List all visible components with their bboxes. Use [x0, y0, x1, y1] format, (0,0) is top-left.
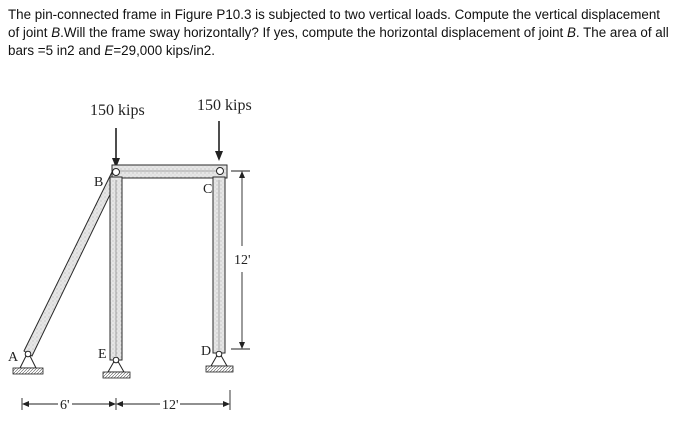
problem-text-part-1: The pin-connected frame in Figure P10.3 is subjected to two vertical loads. Compute the vertical displacement of joint — [8, 7, 661, 40]
support-e — [103, 357, 130, 378]
joint-label-a: A — [8, 350, 19, 365]
pin-c — [217, 168, 224, 175]
problem-text-part-3: . The area of all bars =5 in2 and — [8, 25, 669, 58]
problem-text-part-2: .Will the frame sway horizontally? If yes, compute the horizontal displacement of joint — [60, 25, 567, 40]
member-ab — [24, 172, 119, 356]
pin-b — [113, 169, 120, 176]
span-dimensions — [22, 390, 230, 410]
load-arrow-right — [215, 121, 223, 161]
joint-label-b: B — [94, 175, 104, 190]
height-dimension-label: 12' — [234, 253, 251, 268]
problem-text-part-4: =29,000 kips/in2. — [113, 43, 215, 58]
load-arrow-left — [112, 128, 120, 168]
span-dimension-right-label: 12' — [162, 398, 179, 413]
joint-b-ref: B — [51, 25, 61, 40]
load-label-left: 150 kips — [90, 102, 145, 119]
joint-label-c: C — [203, 182, 213, 197]
joint-label-d: D — [201, 344, 212, 359]
span-dimension-left-label: 6' — [60, 398, 70, 413]
load-label-right: 150 kips — [197, 97, 252, 114]
modulus-symbol: E — [104, 43, 114, 58]
joint-b-ref-2: B — [566, 25, 576, 40]
member-bc — [112, 165, 227, 178]
joint-label-e: E — [98, 347, 107, 362]
